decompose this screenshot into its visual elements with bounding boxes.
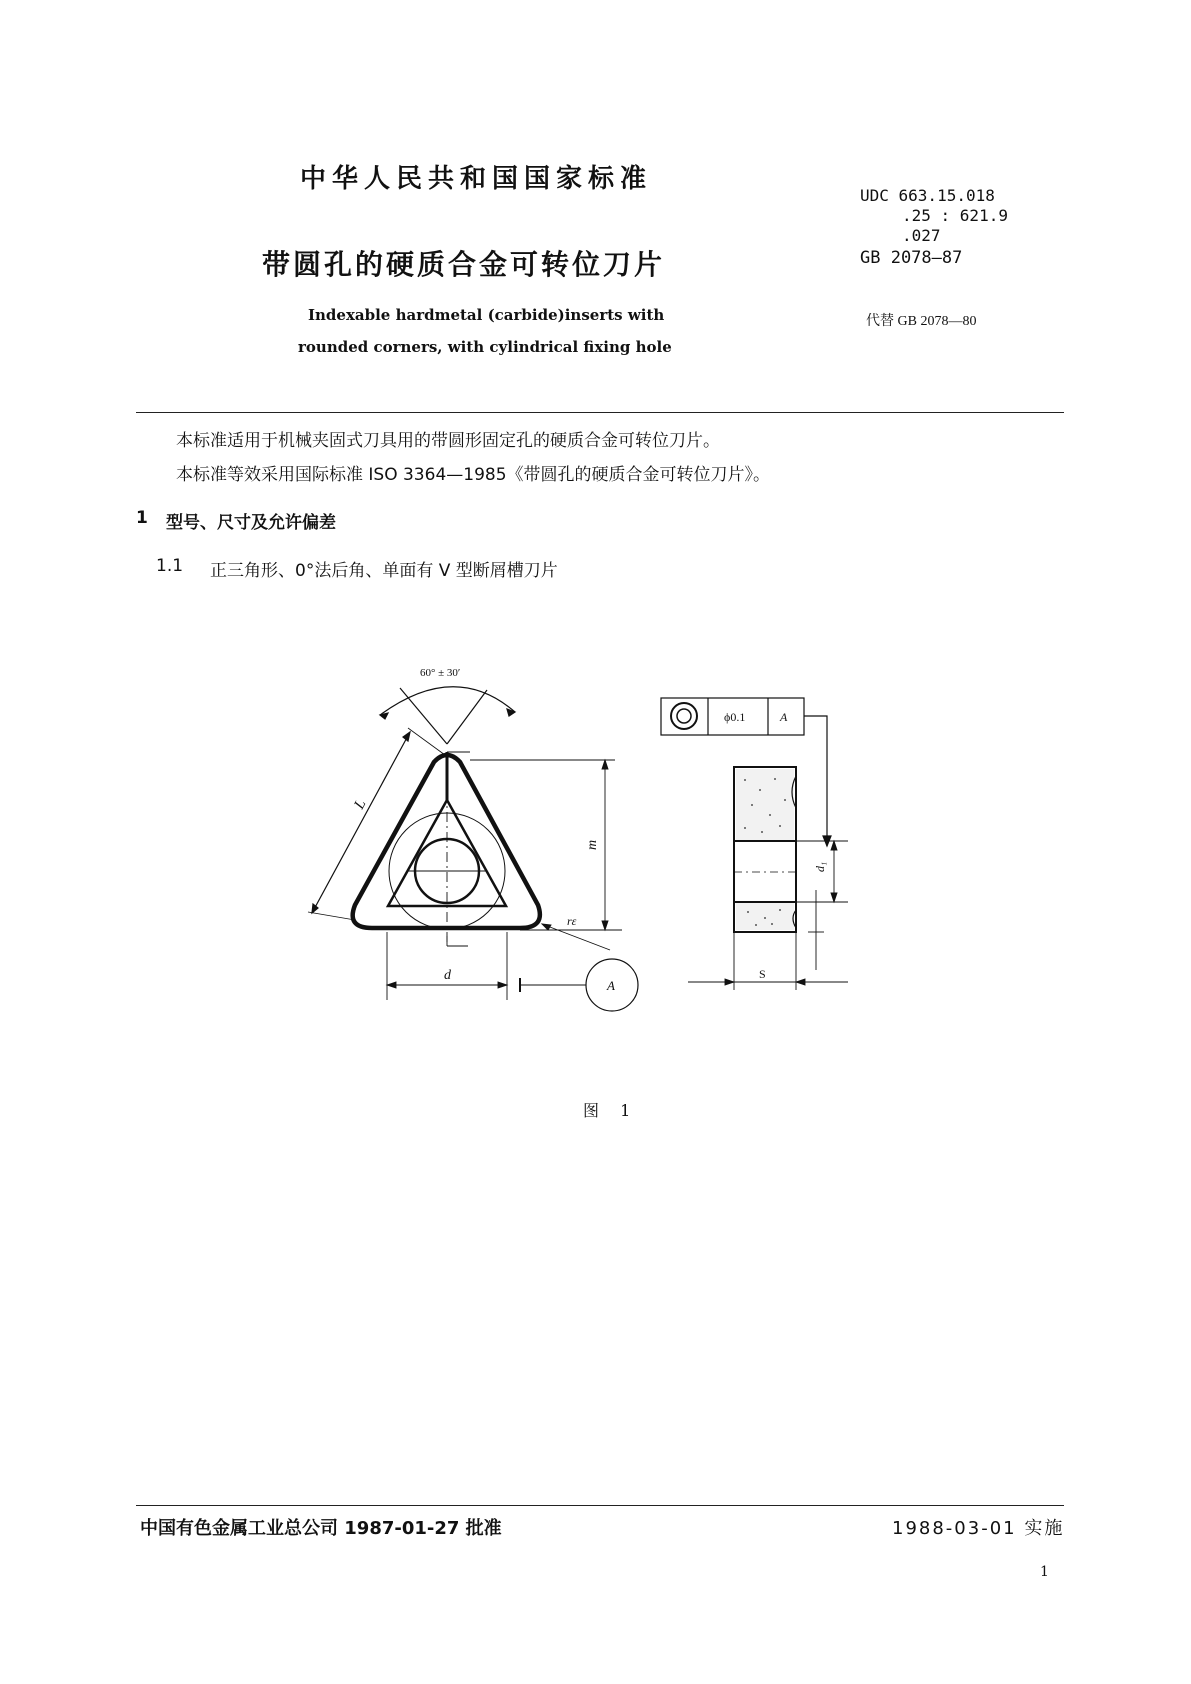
L-dimension-line <box>312 732 410 913</box>
section-1-title: 型号、尺寸及允许偏差 <box>166 513 336 533</box>
d1-label: d₁ <box>813 861 827 872</box>
page-number: 1 <box>1040 1564 1049 1580</box>
udc-line1: UDC 663.15.018 <box>860 186 995 205</box>
approval-line: 中国有色金属工业总公司 1987-01-27 批准 <box>140 1518 502 1539</box>
national-standard-heading: 中华人民共和国国家标准 <box>300 164 653 194</box>
section-1-1-number: 1.1 <box>156 556 184 576</box>
angle-label: 60° ± 30′ <box>420 667 461 679</box>
replaces-note: 代替 GB 2078—80 <box>866 314 977 329</box>
m-label: m <box>585 839 600 850</box>
udc-line2: .25 : 621.9 <box>902 206 1008 225</box>
gb-number: GB 2078—87 <box>860 248 963 268</box>
udc-line3: .027 <box>902 226 941 245</box>
footer-divider <box>136 1505 1064 1506</box>
section-1-number: 1 <box>136 508 148 528</box>
effective-date: 1988-03-01 实施 <box>892 1518 1065 1539</box>
standard-title-cn: 带圆孔的硬质合金可转位刀片 <box>262 248 666 281</box>
angle-arc <box>380 687 515 715</box>
tolerance-datum-label: A <box>780 710 788 724</box>
tolerance-phi-label: ϕ0.1 <box>724 710 746 724</box>
standard-title-en-line2: rounded corners, with cylindrical fixing hole <box>298 338 672 356</box>
scope-paragraph: 本标准适用于机械夹固式刀具用的带圆形固定孔的硬质合金可转位刀片。 <box>176 431 720 451</box>
r-epsilon-label: rε <box>567 914 577 928</box>
equivalence-paragraph: 本标准等效采用国际标准 ISO 3364—1985《带圆孔的硬质合金可转位刀片》。 <box>176 465 771 485</box>
datum-A-label: A <box>607 978 615 993</box>
figure-caption: 图 1 <box>583 1101 639 1120</box>
section-1-1-title: 正三角形、0°法后角、单面有 V 型断屑槽刀片 <box>210 561 558 581</box>
L-label: L <box>351 796 370 812</box>
d-label: d <box>444 968 451 983</box>
s-label: S <box>759 967 766 981</box>
standard-title-en-line1: Indexable hardmetal (carbide)inserts with <box>308 306 665 324</box>
